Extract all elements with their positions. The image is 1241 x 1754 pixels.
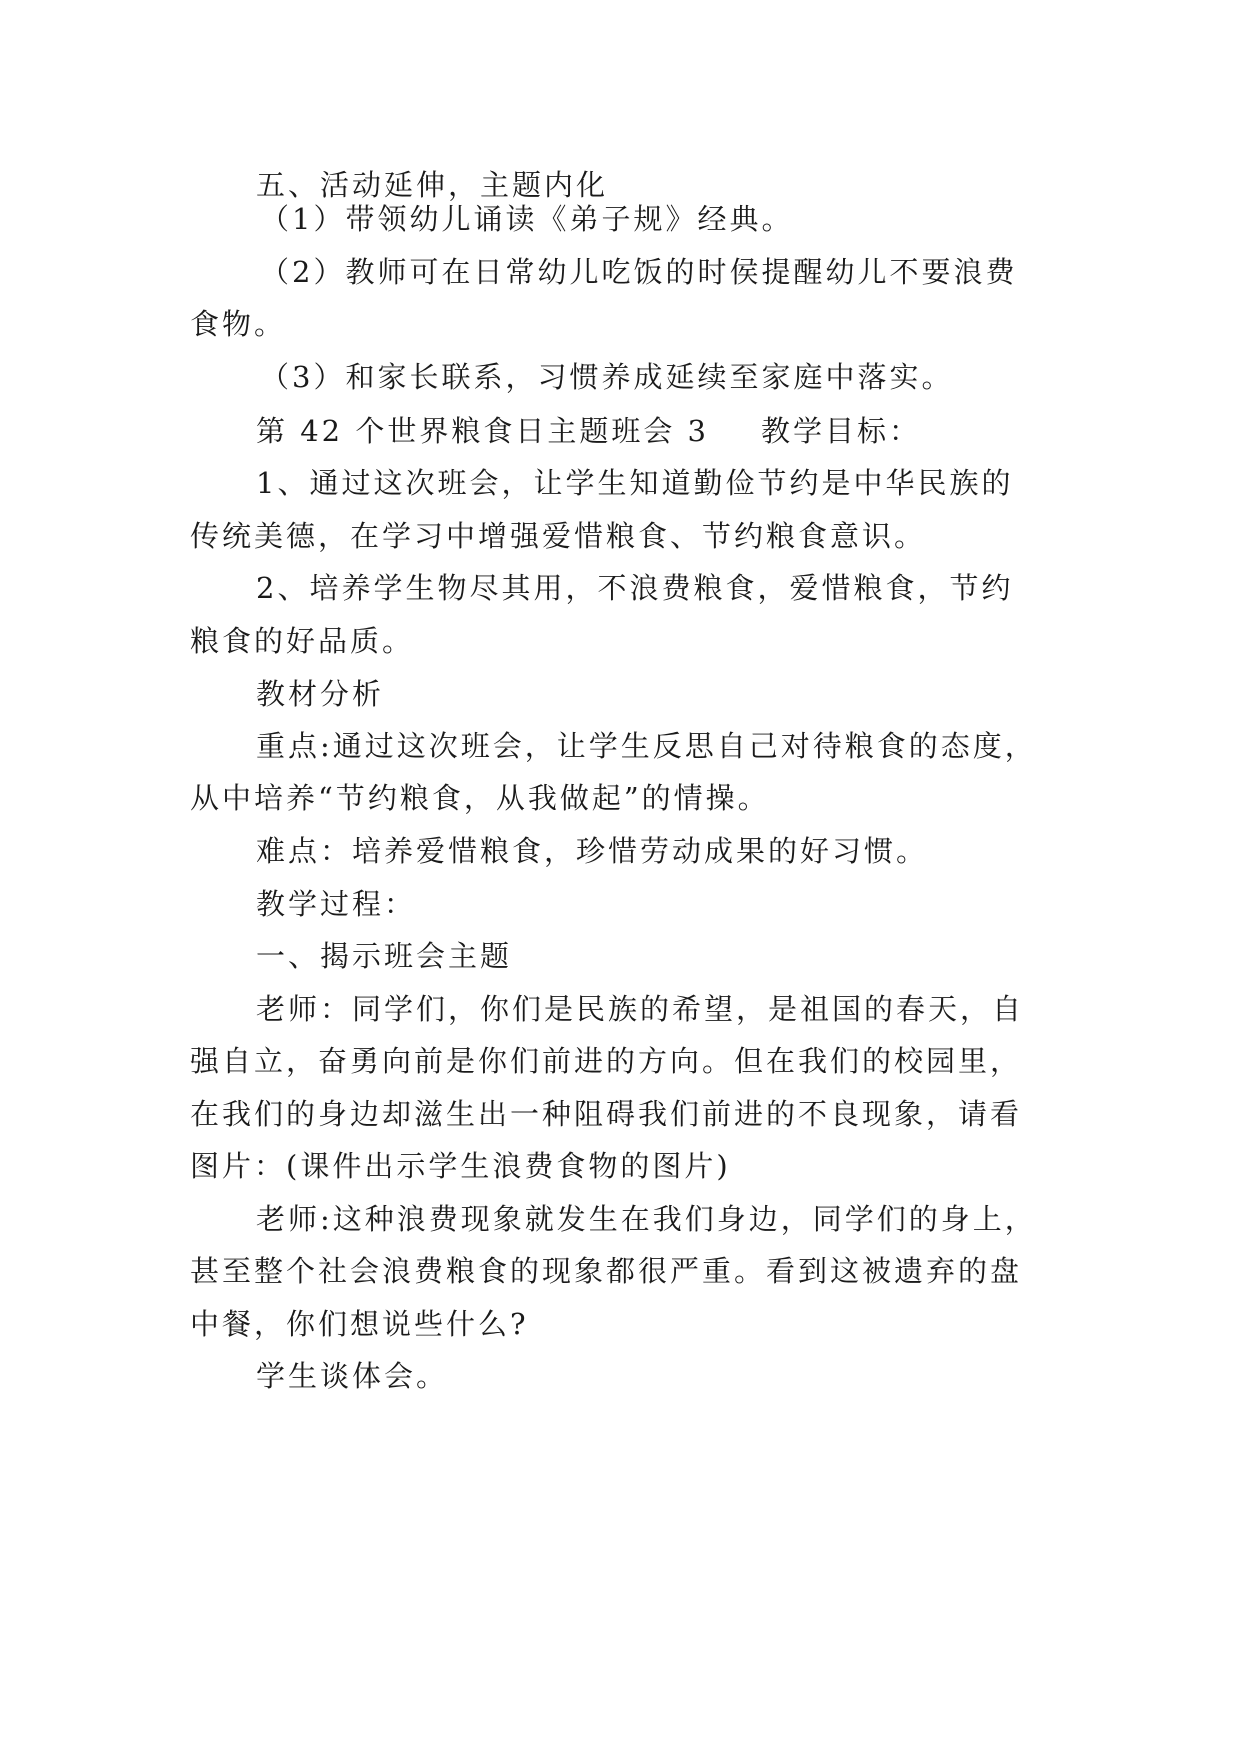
paragraph-continuation (190, 778, 770, 818)
text-line: 中餐，你们想说些什么? (190, 1307, 529, 1341)
paragraph-continuation (190, 1094, 1022, 1134)
paragraph (256, 1356, 448, 1396)
text-line: 难点：培养爱惜粮食，珍惜劳动成果的好习惯。 (256, 834, 929, 868)
paragraph-continuation (190, 304, 286, 344)
text-line: 学生谈体会。 (256, 1359, 449, 1393)
paragraph (256, 989, 1024, 1029)
text-line: （2）教师可在日常幼儿吃饭的时侯提醒幼儿不要浪费 (260, 255, 1018, 289)
text-line: 教材分析 (256, 677, 385, 711)
objective-1 (256, 463, 1013, 503)
list-item-3 (260, 357, 953, 397)
text-line: 教学过程： (256, 887, 417, 921)
paragraph-continuation (190, 1251, 1022, 1291)
text-line: 在我们的身边却滋生出一种阻碍我们前进的不良现象，请看 (190, 1097, 1023, 1131)
text-line: 重点:通过这次班会，让学生反思自己对待粮食的态度， (256, 729, 1037, 763)
text-line: 2、培养学生物尽其用，不浪费粮食，爱惜粮食，节约 (256, 571, 1014, 605)
text-line: （3）和家长联系，习惯养成延续至家庭中落实。 (260, 360, 954, 394)
list-item-1 (260, 199, 793, 239)
paragraph-continuation (190, 621, 414, 661)
text-line: 粮食的好品质。 (190, 624, 415, 658)
text-line: 传统美德，在学习中增强爱惜粮食、节约粮食意识。 (190, 519, 927, 553)
text-line: 甚至整个社会浪费粮食的现象都很严重。看到这被遗弃的盘 (190, 1254, 1023, 1288)
text-line: 教学目标： (761, 414, 922, 448)
text-line: 老师：同学们，你们是民族的希望，是祖国的春天，自 (256, 992, 1025, 1026)
paragraph-continuation (190, 516, 926, 556)
difficult-point (256, 831, 928, 871)
text-line: 食物。 (190, 307, 287, 341)
text-line: 图片：(课件出示学生浪费食物的图片) (190, 1149, 731, 1183)
paragraph-continuation (190, 1146, 731, 1186)
paragraph (256, 1199, 1037, 1239)
subheading (256, 674, 384, 714)
text-line: （1）带领幼儿诵读《弟子规》经典。 (260, 202, 794, 236)
section-title (256, 411, 921, 451)
text-line: 五、活动延伸，主题内化 (256, 168, 609, 202)
paragraph-continuation (190, 1304, 529, 1344)
text-line: 强自立，奋勇向前是你们前进的方向。但在我们的校园里， (190, 1044, 1023, 1078)
text-line: 从中培养“节约粮食，从我做起”的情操。 (190, 781, 770, 815)
text-line: 老师:这种浪费现象就发生在我们身边，同学们的身上， (256, 1202, 1037, 1236)
subheading (256, 884, 416, 924)
text-line: 1、通过这次班会，让学生知道勤俭节约是中华民族的 (256, 466, 1014, 500)
text-line: 第 42 个世界粮食日主题班会 3 (256, 414, 710, 448)
list-item-2 (260, 252, 1017, 292)
text-line: 一、揭示班会主题 (256, 939, 513, 973)
objective-2 (256, 568, 1013, 608)
key-point (256, 726, 1037, 766)
subheading (256, 936, 512, 976)
paragraph-continuation (190, 1041, 1022, 1081)
